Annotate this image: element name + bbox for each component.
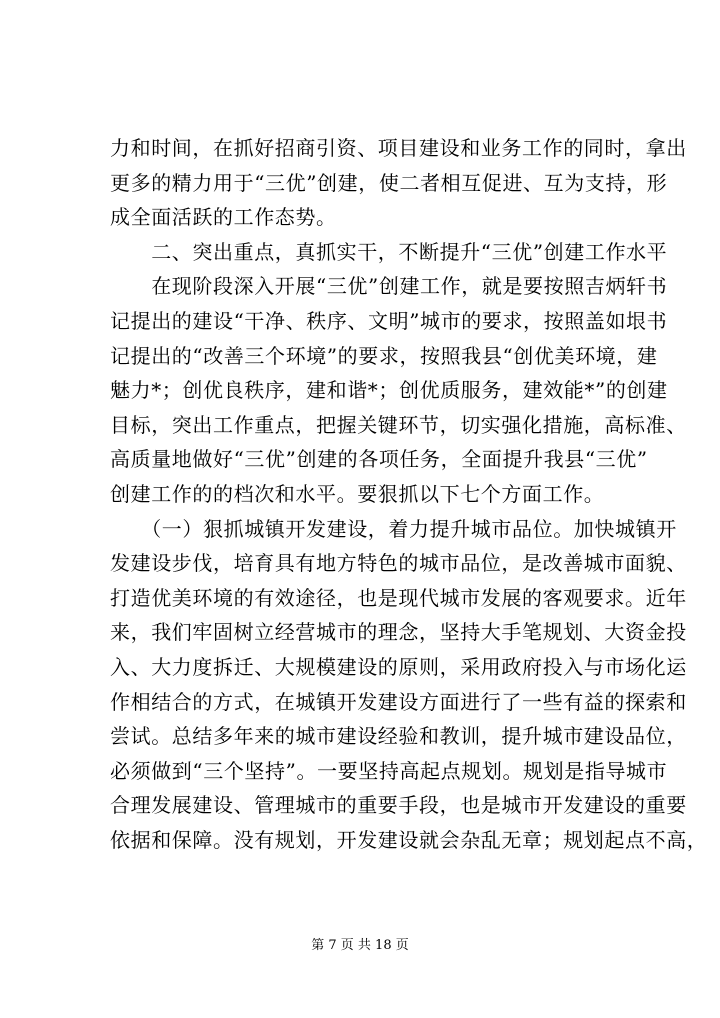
text-line: 创建工作的的档次和水平。要狠抓以下七个方面工作。: [110, 481, 605, 506]
text-line: 记提出的建设“干净、秩序、文明”城市的要求，按照盖如垠书: [110, 308, 668, 333]
section-heading: 二、突出重点，真抓实干，不断提升“三优”创建工作水平: [110, 239, 668, 264]
subsection-line: （一）狠抓城镇开发建设，着力提升城市品位。加快城镇开: [110, 516, 677, 541]
text-line: 来，我们牢固树立经营城市的理念，坚持大手笔规划、大资金投: [110, 620, 687, 645]
text-line: 打造优美环境的有效途径，也是现代城市发展的客观要求。近年: [110, 585, 687, 610]
text-line: 作相结合的方式，在城镇开发建设方面进行了一些有益的探索和: [110, 689, 687, 714]
text-line: 更多的精力用于“三优”创建，使二者相互促进、互为支持，形: [110, 170, 668, 195]
text-line: 尝试。总结多年来的城市建设经验和教训，提升城市建设品位，: [110, 724, 687, 749]
text-line: 目标，突出工作重点，把握关键环节，切实强化措施，高标准、: [110, 412, 687, 437]
text-line: 发建设步伐，培育具有地方特色的城市品位，是改善城市面貌、: [110, 551, 687, 576]
text-line: 力和时间，在抓好招商引资、项目建设和业务工作的同时，拿出: [110, 136, 687, 160]
text-line: 入、大力度拆迁、大规模建设的原则，采用政府投入与市场化运: [110, 654, 687, 679]
text-line: 成全面活跃的工作态势。: [110, 205, 337, 230]
text-line: 必须做到“三个坚持”。一要坚持高起点规划。规划是指导城市: [110, 758, 668, 783]
text-line: 合理发展建设、管理城市的重要手段，也是城市开发建设的重要: [110, 793, 687, 818]
text-line: 依据和保障。没有规划，开发建设就会杂乱无章；规划起点不高，: [110, 827, 708, 852]
text-line: 记提出的“改善三个环境”的要求，按照我县“创优美环境，建: [110, 343, 658, 368]
page-number-footer: 第 7 页 共 18 页: [311, 938, 409, 953]
text-line: 魅力*；创优良秩序，建和谐*；创优质服务，建效能*”的创建: [110, 378, 668, 403]
text-line: 高质量地做好“三优”创建的各项任务，全面提升我县“三优”: [110, 447, 648, 472]
text-line: 在现阶段深入开展“三优”创建工作，就是要按照吉炳轩书: [110, 274, 668, 299]
body-text: [110, 131, 708, 857]
